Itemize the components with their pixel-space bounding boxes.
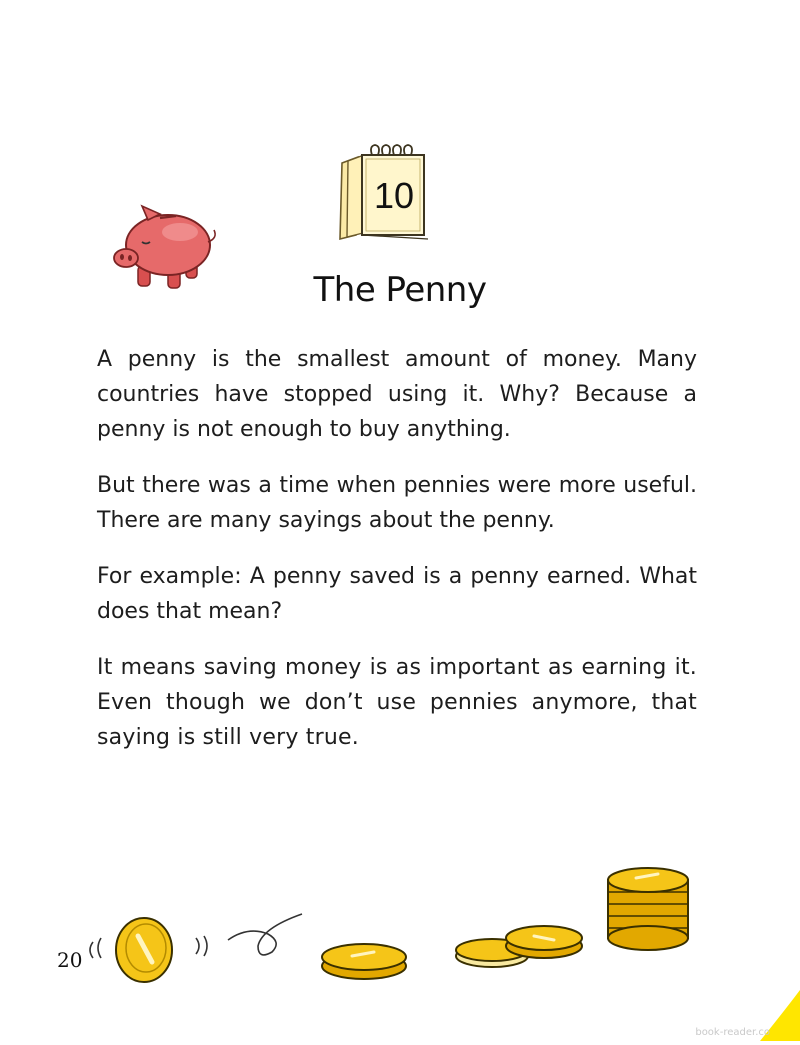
coin-icon xyxy=(322,944,406,979)
watermark: book-reader.co xyxy=(695,1027,770,1038)
body-text xyxy=(97,342,697,776)
calendar-icon xyxy=(336,135,436,245)
coin-stack xyxy=(608,868,688,950)
paragraph: For example: A penny saved is a penny earned. What does that mean? xyxy=(97,564,697,624)
chapter-number: 10 xyxy=(373,175,415,216)
coins-illustration xyxy=(0,840,800,1041)
coin-icon xyxy=(90,918,207,982)
paragraph: It means saving money is as important as earning it. Even though we don’t use pennies anymore, that saying is still very true. xyxy=(97,655,697,750)
motion-line xyxy=(228,914,302,955)
paragraph: But there was a time when pennies were more useful. There are many sayings about the penny. xyxy=(97,473,697,533)
coin-icon xyxy=(456,926,582,967)
page-number: 20 xyxy=(57,948,83,972)
paragraph: A penny is the smallest amount of money. Many countries have stopped using it. Why? Because a penny is not enough to buy anything. xyxy=(97,347,697,442)
chapter-title: The Penny xyxy=(313,270,487,310)
